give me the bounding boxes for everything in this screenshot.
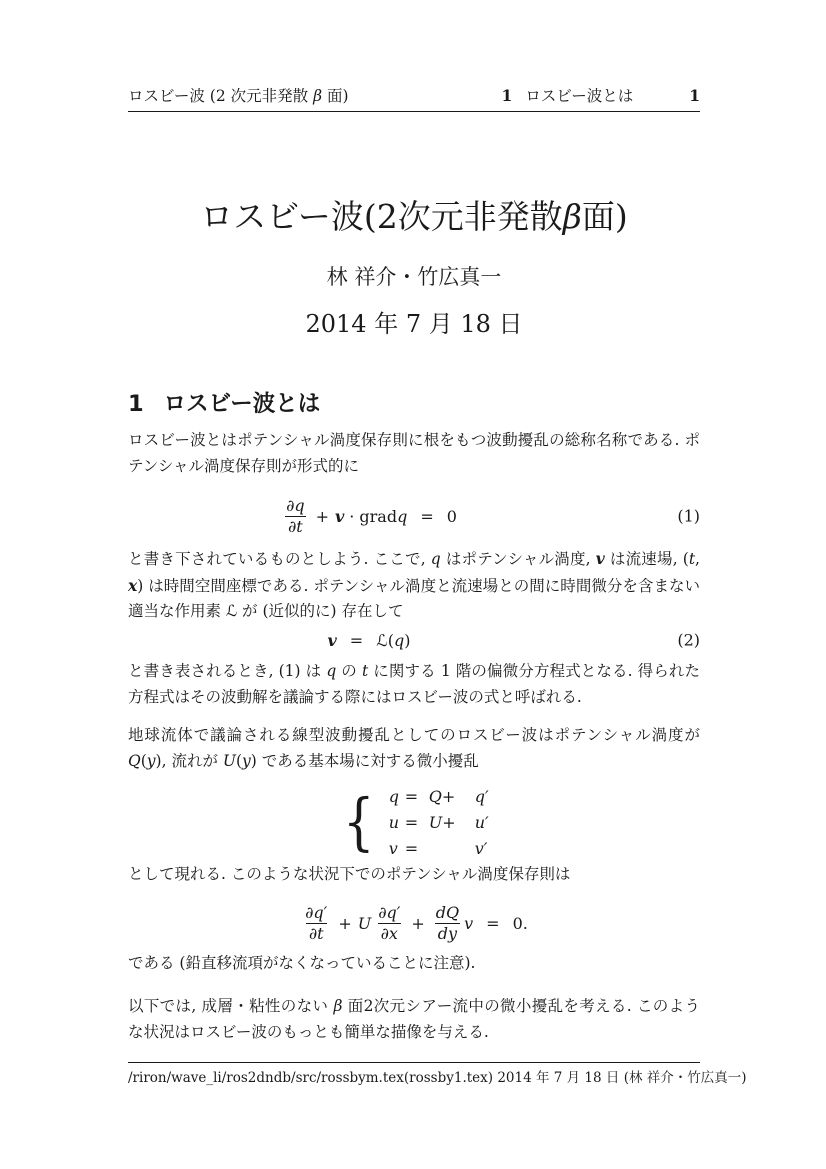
equation-1-content: [281, 496, 457, 537]
meridional-velocity: v: [464, 913, 474, 933]
math-mi: q: [430, 550, 441, 568]
text-run: ロスビー波とはポテンシャル渦度保存則に根をもつ波動擾乱の総称名称である. ポテンシャル渦度保存則が形式的に: [128, 431, 700, 475]
fraction-numerator: dQ: [435, 902, 460, 922]
sys-row3-lhs: v: [388, 838, 398, 858]
document-title: [128, 192, 700, 242]
paragraph-2: [128, 546, 700, 625]
fraction-numerator: ∂q: [286, 495, 305, 515]
fraction-dq-dt: [283, 496, 308, 537]
math-mi: U: [222, 751, 236, 770]
equation-system-rows: [389, 787, 489, 858]
fraction-numerator: ∂q′: [305, 902, 328, 922]
math-mb: x: [128, 575, 138, 595]
section-title: ロスビー波とは: [163, 391, 321, 417]
sys-row3-mid: [429, 839, 475, 858]
section-heading: [128, 388, 700, 420]
text-run: 面): [322, 87, 349, 105]
sys-row1-rhs: q′: [474, 786, 489, 806]
rhs-zero: 0: [446, 506, 457, 526]
close-paren: ): [404, 630, 411, 650]
fraction-numerator: ∂q′: [378, 902, 401, 922]
document-date: 2014 年 7 月 18 日: [305, 310, 523, 338]
page-header: [128, 86, 700, 112]
text-run: ロスビー波 (2 次元非発散: [128, 87, 314, 105]
sys-row1-eq: =: [404, 786, 419, 806]
equation-1-number: (1): [677, 506, 700, 526]
text-run: 面2次元シアー流中の微小擾乱を考える. このような状況はロスビー波のもっとも簡単な描像を与える.: [128, 997, 700, 1041]
header-page-number: 1: [689, 86, 700, 105]
text-run: ロスビー波(2次元非発散: [200, 197, 563, 236]
fraction-denominator: dy: [435, 923, 460, 944]
velocity-vector: v: [327, 630, 337, 650]
text-run: と書き下されているものとしよう. ここで,: [128, 550, 431, 568]
equals-sign: =: [420, 506, 434, 526]
text-run: ) である基本場に対する微小擾乱: [250, 751, 479, 770]
equation-content: [300, 903, 528, 944]
fraction-dqprime-dx: [375, 903, 403, 944]
sys-row2-rhs: u′: [474, 812, 489, 832]
math-mi: Q: [128, 751, 141, 770]
grad-operator: grad: [359, 506, 398, 526]
text-run: として現れる. このような状況下でのポテンシャル渦度保存則は: [128, 865, 571, 883]
equals-sign: =: [486, 913, 500, 933]
math-mi: β: [333, 997, 343, 1015]
plus-operator: +: [411, 913, 425, 933]
fraction-dQ-dy: [433, 903, 462, 944]
equals-sign: =: [349, 630, 364, 650]
text-run: である (鉛直移流項がなくなっていることに注意).: [128, 954, 476, 972]
plus-operator: +: [315, 506, 329, 526]
sys-row2-eq: =: [404, 812, 419, 832]
section-number: 1: [128, 391, 144, 417]
math-mi: y: [146, 751, 156, 770]
page-footer: [128, 1062, 747, 1087]
paragraph-7: [128, 994, 700, 1045]
text-run: は流速場, (: [604, 550, 689, 568]
fraction-denominator: ∂t: [285, 516, 306, 537]
document-authors: 林 祥介・竹広真一: [326, 265, 502, 289]
text-run: の: [336, 662, 362, 680]
math-mi: y: [242, 751, 251, 770]
text-run: (: [235, 751, 243, 770]
equation-system: [128, 783, 700, 861]
text-run: (: [140, 751, 147, 770]
header-document-title: [128, 86, 349, 106]
math-mi: β: [562, 197, 582, 236]
sys-row2-lhs: u: [388, 812, 400, 832]
paragraph-1: [128, 428, 700, 479]
equation-perturbation-pv: [128, 896, 700, 950]
math-ms: ℒ: [225, 602, 238, 620]
fraction-denominator: ∂x: [378, 923, 401, 944]
text-run: 面): [581, 197, 628, 236]
math-mi: β: [313, 87, 323, 105]
sys-row3-eq: =: [404, 838, 419, 858]
grad-argument: q: [397, 506, 408, 526]
text-run: はポテンシャル渦度,: [440, 550, 596, 568]
equation-2-number: (2): [677, 630, 700, 650]
rhs-zero: 0.: [512, 913, 528, 933]
text-run: 地球流体で議論される線型波動擾乱としてのロスビー波はポテンシャル渦度が: [128, 726, 700, 744]
footer-source-note: /riron/wave_li/ros2dndb/src/rossbym.tex(rossby1.tex) 2014 年 7 月 18 日 (林 祥介・竹広真一): [128, 1070, 747, 1086]
equation-1: [128, 490, 700, 542]
equation-2-content: [328, 631, 411, 650]
velocity-vector: v: [335, 506, 345, 526]
sys-row2-mid: U+: [428, 812, 456, 832]
left-brace: {: [343, 785, 375, 858]
equation-2: [128, 625, 700, 655]
header-section-mark: [502, 86, 700, 106]
text-run: と書き表されるとき, (1) は: [128, 662, 327, 680]
text-run: ,: [695, 550, 700, 568]
paragraph-6: [128, 951, 700, 977]
text-run: が (近似的に) 存在して: [237, 602, 404, 620]
text-run: ), 流れが: [155, 751, 223, 770]
paragraph-5: [128, 862, 700, 888]
math-mi: t: [361, 662, 369, 680]
paragraph-4: [128, 723, 700, 774]
dot-operator: ·: [349, 506, 355, 526]
sys-row3-rhs: v′: [474, 838, 488, 858]
sys-row1-mid: Q+: [428, 786, 456, 806]
math-mi: t: [688, 550, 696, 568]
sys-row1-lhs: q: [388, 786, 399, 806]
operator-argument: q: [393, 630, 405, 650]
text-run: ) は時間空間座標である. ポテンシャル渦度と流速場との間に時間微分を含まない適当な作用素: [128, 576, 700, 620]
math-mi: q: [326, 662, 337, 680]
header-section-title: ロスビー波とは: [525, 87, 634, 105]
operator-script-L: ℒ: [376, 630, 388, 650]
plus-operator: +: [338, 913, 352, 933]
header-section-number: 1: [501, 86, 513, 105]
mean-flow-U: U: [357, 913, 372, 933]
text-run: 以下では, 成層・粘性のない: [128, 997, 334, 1015]
fraction-denominator: ∂t: [306, 923, 327, 944]
open-paren: (: [387, 630, 394, 650]
math-mb: v: [595, 549, 605, 568]
paragraph-3: [128, 659, 700, 710]
text-run: に関する 1 階の偏微分方程式となる. 得られた方程式はその波動解を議論する際にはロスビー波の式と呼ばれる.: [128, 662, 700, 706]
fraction-dqprime-dt: [302, 903, 330, 944]
